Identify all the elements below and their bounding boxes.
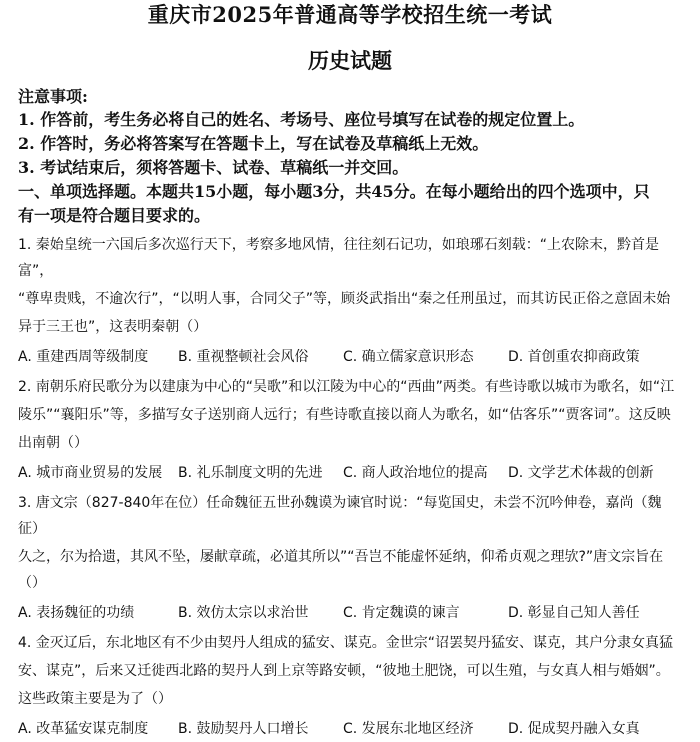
question-line: 异于三王也”，这表明秦朝（） <box>18 319 208 335</box>
section-heading: 一、单项选择题。本题共15小题，每小题3分，共45分。在每小题给出的四个选项中，只 <box>18 182 650 201</box>
option-a[interactable]: A. 重建西周等级制度 <box>18 349 149 365</box>
note-item: 2. 作答时，务必将答案写在答题卡上，写在试卷及草稿纸上无效。 <box>18 134 489 153</box>
subject-title: 历史试题 <box>308 48 392 73</box>
option-d[interactable]: D. 彰显自己知人善任 <box>508 605 640 621</box>
option-a[interactable]: A. 城市商业贸易的发展 <box>18 465 163 481</box>
question-2 <box>18 374 682 486</box>
option-d[interactable]: D. 文学艺术体裁的创新 <box>508 465 654 481</box>
option-d[interactable]: D. 促成契丹融入女真 <box>508 721 640 737</box>
notes-heading: 注意事项: <box>18 87 88 106</box>
options-row <box>18 600 682 626</box>
note-item: 1. 作答前，考生务必将自己的姓名、考场号、座位号填写在试卷的规定位置上。 <box>18 110 585 129</box>
question-3 <box>18 490 682 626</box>
question-line: 4. 金灭辽后，东北地区有不少由契丹人组成的猛安、谋克。金世宗“诏罢契丹猛安、谋克，其户分隶女真猛 <box>18 635 674 651</box>
question-line: 这些政策主要是为了（） <box>18 691 172 707</box>
options-row <box>18 344 682 370</box>
question-line: 陵乐”“襄阳乐”等，多描写女子送别商人远行；有些诗歌直接以商人为歌名，如“估客乐”“贾客词”。这反映 <box>18 407 671 423</box>
question-line: 久之，尔为拾遗，其风不坠，屡献章疏，必道其所以”“吾岂不能虚怀延纳，仰希贞观之理欤?”唐文宗旨在（） <box>18 549 664 591</box>
options-row <box>18 716 682 742</box>
option-d[interactable]: D. 首创重农抑商政策 <box>508 349 640 365</box>
option-b[interactable]: B. 鼓励契丹人口增长 <box>178 721 309 737</box>
option-a[interactable]: A. 表扬魏征的功绩 <box>18 605 135 621</box>
option-b[interactable]: B. 效仿太宗以求治世 <box>178 605 309 621</box>
option-c[interactable]: C. 发展东北地区经济 <box>343 721 474 737</box>
note-item: 3. 考试结束后，须将答题卡、试卷、草稿纸一并交回。 <box>18 158 409 177</box>
question-1 <box>18 232 682 370</box>
exam-title: 重庆市2025年普通高等学校招生统一考试 <box>147 2 553 27</box>
option-a[interactable]: A. 改革猛安谋克制度 <box>18 721 149 737</box>
question-line: 1. 秦始皇统一六国后多次巡行天下，考察多地风情，往往刻石记功，如琅琊石刻载：“上农除末，黔首是富”， <box>18 237 660 279</box>
option-b[interactable]: B. 礼乐制度文明的先进 <box>178 465 323 481</box>
option-c[interactable]: C. 确立儒家意识形态 <box>343 349 474 365</box>
question-line: 2. 南朝乐府民歌分为以建康为中心的“吴歌”和以江陵为中心的“西曲”两类。有些诗歌以城市为歌名，如“江 <box>18 379 675 395</box>
question-line: 安、谋克”，后来又迁徙西北路的契丹人到上京等路安顿，“彼地土肥饶，可以生殖，与女真人相与婚姻”。 <box>18 663 670 679</box>
question-4 <box>18 630 682 742</box>
option-b[interactable]: B. 重视整顿社会风俗 <box>178 349 309 365</box>
option-c[interactable]: C. 商人政治地位的提高 <box>343 465 488 481</box>
options-row <box>18 460 682 486</box>
question-line: 3. 唐文宗（827-840年在位）任命魏征五世孙魏谟为谏官时说：“每览国史，未尝不沉吟伸卷，嘉尚（魏征） <box>18 495 662 537</box>
option-c[interactable]: C. 肯定魏谟的谏言 <box>343 605 460 621</box>
question-line: 出南朝（） <box>18 435 88 451</box>
question-line: “尊卑贵贱，不逾次行”，“以明人事，合同父子”等，顾炎武指出“秦之任刑虽过，而其访民正俗之意固未始 <box>18 291 671 307</box>
section-heading-cont: 有一项是符合题目要求的。 <box>18 206 211 225</box>
